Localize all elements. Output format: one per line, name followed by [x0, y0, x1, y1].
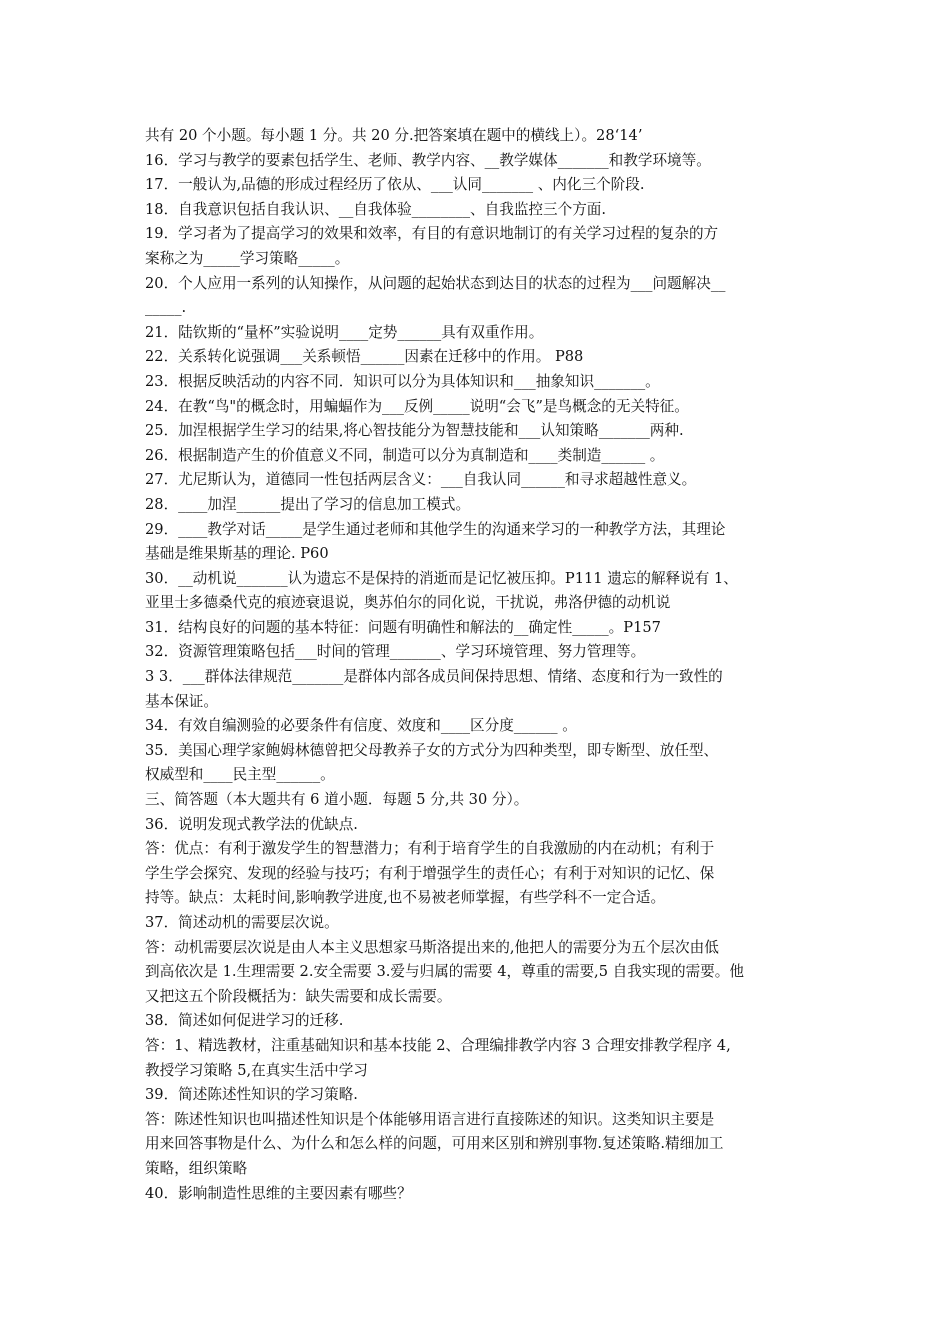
question-40: 40．影响制造性思维的主要因素有哪些？ — [145, 1184, 412, 1202]
answer-38: 答：1、精选教材，注重基础知识和基本技能 2、合理编排教学内容 3 合理安排教学程序 4, — [145, 1036, 731, 1054]
question-25: 25．加涅根据学生学习的结果,将心智技能分为智慧技能和___认知策略_______两种. — [145, 422, 684, 440]
answer-39-cont: 策略，组织策略 — [145, 1159, 248, 1177]
answer-37-cont: 又把这五个阶段概括为：缺失需要和成长需要。 — [145, 987, 452, 1005]
section-heading: 三、简答题（本大题共有 6 道小题．每题 5 分,共 30 分）。 — [145, 791, 529, 809]
question-34: 34．有效自编测验的必要条件有信度、效度和____区分度______ 。 — [145, 717, 577, 735]
question-19: 19．学习者为了提高学习的效果和效率，有目的有意识地制订的有关学习过程的复杂的方 — [145, 225, 719, 243]
question-22: 22．关系转化说强调___关系顿悟______因素在迁移中的作用。 P88 — [145, 348, 584, 366]
question-36: 36．说明发现式教学法的优缺点. — [145, 815, 358, 833]
question-29-cont: 基础是维果斯基的理论. P60 — [145, 545, 329, 563]
answer-36-cont: 持等。缺点：太耗时间,影响教学进度,也不易被老师掌握，有些学科不一定合适。 — [145, 889, 666, 907]
question-31: 31．结构良好的问题的基本特征：问题有明确性和解法的__确定性_____。P157 — [145, 618, 661, 636]
answer-38-cont: 教授学习策略 5,在真实生活中学习 — [145, 1061, 368, 1079]
question-33-cont: 基本保证。 — [145, 692, 218, 710]
answer-37-cont: 到高依次是 1.生理需要 2.安全需要 3.爱与归属的需要 4，尊重的需要,5 自我实现的需要。他 — [145, 963, 744, 981]
question-29: 29．____教学对话_____是学生通过老师和其他学生的沟通来学习的一种教学方法，其理论 — [145, 520, 726, 538]
answer-39: 答：陈述性知识也叫描述性知识是个体能够用语言进行直接陈述的知识。这类知识主要是 — [145, 1110, 715, 1128]
question-23: 23．根据反映活动的内容不同．知识可以分为具体知识和___抽象知识_______。 — [145, 372, 660, 390]
question-24: 24．在教“鸟"的概念时，用蝙蝠作为___反例_____说明“会飞”是鸟概念的无关特征。 — [145, 397, 689, 415]
question-20-cont: _____. — [145, 299, 187, 317]
question-27: 27．尤尼斯认为，道德同一性包括两层含义：___自我认同______和寻求超越性意义。 — [145, 471, 697, 489]
question-32: 32．资源管理策略包括___时间的管理_______、学习环境管理、努力管理等。 — [145, 643, 646, 661]
question-30: 30．__动机说_______认为遗忘不是保持的消逝而是记忆被压抑。P111 遗忘的解释说有 1、 — [145, 569, 738, 587]
answer-36: 答：优点：有利于激发学生的智慧潜力；有利于培育学生的自我激励的内在动机；有利于 — [145, 840, 715, 858]
question-19-cont: 案称之为_____学习策略_____。 — [145, 249, 350, 267]
question-16: 16．学习与教学的要素包括学生、老师、教学内容、__教学媒体_______和教学环境等。 — [145, 151, 711, 169]
question-35-cont: 权威型和____民主型______。 — [145, 766, 335, 784]
text-line: 共有 20 个小题。每小题 1 分。共 20 分.把答案填在题中的横线上）。28‘14’ — [145, 127, 643, 144]
answer-36-cont: 学生学会探究、发现的经验与技巧；有利于增强学生的责任心；有利于对知识的记忆、保 — [145, 864, 715, 882]
question-30-cont: 亚里士多德桑代克的痕迹衰退说，奥苏伯尔的同化说，干扰说，弗洛伊德的动机说 — [145, 594, 671, 612]
answer-37: 答：动机需要层次说是由人本主义思想家马斯洛提出来的,他把人的需要分为五个层次由低 — [145, 938, 719, 956]
document-body — [145, 124, 815, 1206]
question-26: 26．根据制造产生的价值意义不同，制造可以分为真制造和____类制造______ 。 — [145, 446, 665, 464]
question-20: 20．个人应用一系列的认知操作，从问题的起始状态到达目的状态的过程为___问题解决__ — [145, 274, 726, 292]
question-35: 35．美国心理学家鲍姆林德曾把父母教养子女的方式分为四种类型，即专断型、放任型、 — [145, 741, 719, 759]
question-21: 21．陆钦斯的“量杯”实验说明____定势______具有双重作用。 — [145, 323, 544, 341]
answer-39-cont: 用来回答事物是什么、为什么和怎么样的问题，可用来区别和辨别事物.复述策略.精细加工 — [145, 1135, 724, 1153]
question-17: 17．一般认为,品德的形成过程经历了依从、___认同_______ 、内化三个阶段. — [145, 176, 645, 194]
question-37: 37．简述动机的需要层次说。 — [145, 914, 339, 931]
question-38: 38．简述如何促进学习的迁移. — [145, 1012, 344, 1030]
question-28: 28．____加涅______提出了学习的信息加工模式。 — [145, 495, 471, 513]
question-18: 18．自我意识包括自我认识、__自我体验________、自我监控三个方面. — [145, 200, 607, 218]
question-39: 39．简述陈述性知识的学习策略. — [145, 1086, 358, 1104]
question-33: 3 3．___群体法律规范_______是群体内部各成员间保持思想、情绪、态度和行为一致性的 — [145, 668, 723, 686]
